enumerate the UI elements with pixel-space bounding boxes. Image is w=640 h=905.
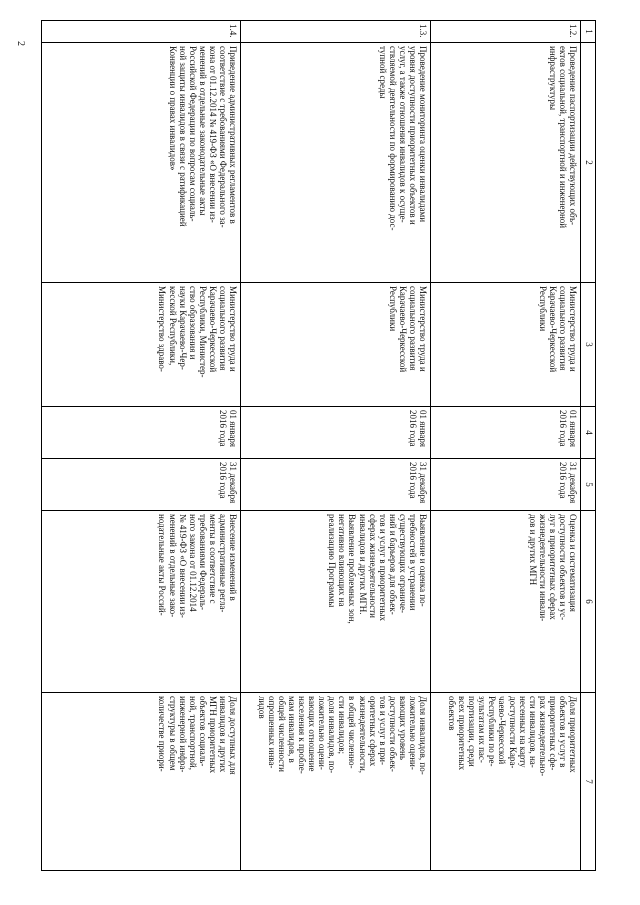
start-date-cell: 01 января 2016 года [431, 407, 581, 459]
executor-cell: Министерство труда и социального развития Карачаево-Черкесской Республики [431, 283, 581, 407]
indicator-cell: Доля инвалидов, по- ложительно оцени- вающих уровень доступности объек- тов и услуг в при- оритетных сферах жизнедеятельности, в общей численно- сти инвалидов; доля инвалидов, по- ложительно оцени- вающих отношение населения к пробле- мам инвалидов, в общей численности опрошенных инва- лидов [241, 693, 431, 871]
header-row [581, 21, 596, 871]
table-row [42, 21, 241, 871]
col-header: 7 [581, 693, 596, 871]
result-cell: Выявление и оценка по- требностей в устранении существующих ограниче- ний и барьеров для объек- тов и услуг в приоритетных сферах жизнедеятельности инвалидов и других МГН. Выявление проблемных зон, негативно влияющих на реализацию Программы [241, 511, 431, 693]
indicator-cell: Доля приоритетных объектов и услуг в приоритетных сфе- рах жизнедеятельно- сти инвалидов, на- несенных на карту доступности Кара- чаево-Черкесской Республики по ре- зультатам их пас- портизации, среди всех приоритетных объектов [431, 693, 581, 871]
page-number: 2 [15, 41, 26, 46]
col-header: 3 [581, 283, 596, 407]
end-date-cell: 31 декабря 2016 года [431, 459, 581, 511]
result-cell: Внесение изменений в административные регла- менты в соответствие с требованиями Федераль- ного закона от 01.12.2014 № 419-ФЗ «О внесении из- менений в отдельные зако- нодательные акты Россий- [42, 511, 241, 693]
executor-cell: Министерство труда и социального развития Карачаево-Черкесской Республики [241, 283, 431, 407]
col-header: 2 [581, 43, 596, 283]
table-row [241, 21, 431, 871]
col-header: 4 [581, 407, 596, 459]
event-cell: Проведение паспортизации действующих объ- ектов социальной, транспортной и инженерной инфраструктуры [431, 43, 581, 283]
row-number: 1.2. [431, 21, 581, 43]
end-date-cell: 31 декабря 2016 года [42, 459, 241, 511]
result-cell: Оценка и систематизация доступности объектов и ус- луг в приоритетных сферах жизнедеятельности инвали- дов и других МГН [431, 511, 581, 693]
indicator-cell: Доля доступных для инвалидов и других МГН приоритетных объектов социаль- ной, транспортной, инженерной инфра- структуры в общем количестве приори- [42, 693, 241, 871]
table-row [431, 21, 581, 871]
measures-table [41, 20, 596, 871]
col-header: 1 [581, 21, 596, 43]
event-cell: Проведение мониторинга оценки инвалидами уровня доступности приоритетных объектов и услуг, а также отношения инвалидов к осуще- ствляемой деятельности по формированию дос- тупной среды [241, 43, 431, 283]
event-cell: Приведение административных регламентов в соответствие с требованиями Федерального за- кона от 01.12.2014 № 419-ФЗ «О внесении из- менений в отдельные законодательные акты Российской Федерации по вопросам социаль- ной защиты инвалидов в связи с ратификацией Конвенции о правах инвалидов» [42, 43, 241, 283]
col-header: 5 [581, 459, 596, 511]
row-number: 1.3. [241, 21, 431, 43]
executor-cell: Министерство труда и социального развития Карачаево-Черкесской Республики, Министер- ство образования и науки Карачаево-Чер- кесской Республики, Министерство здраво- [42, 283, 241, 407]
row-number: 1.4. [42, 21, 241, 43]
rotated-page [41, 20, 596, 870]
end-date-cell: 31 декабря 2016 года [241, 459, 431, 511]
col-header: 6 [581, 511, 596, 693]
start-date-cell: 01 января 2016 года [42, 407, 241, 459]
start-date-cell: 01 января 2016 года [241, 407, 431, 459]
